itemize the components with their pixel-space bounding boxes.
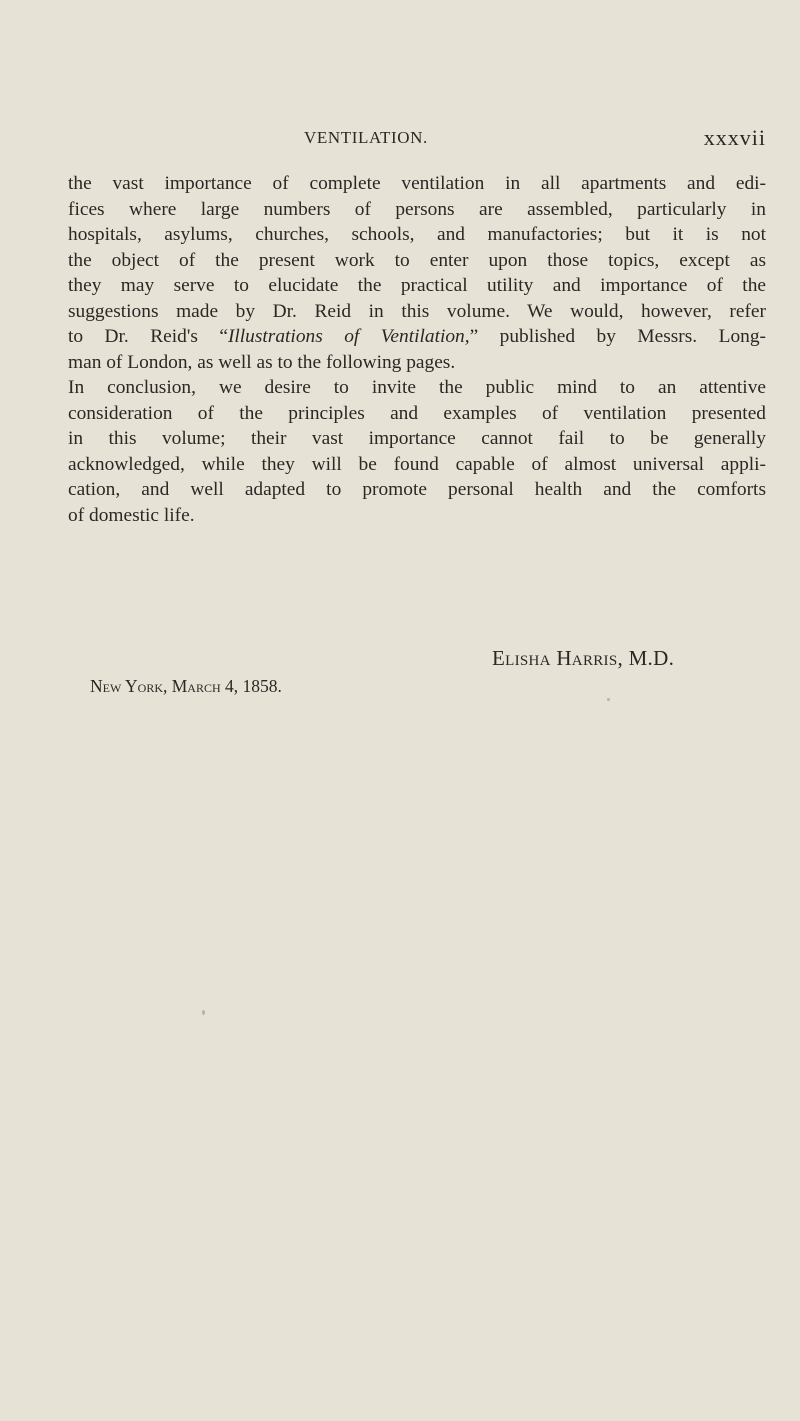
text-line: man of London, as well as to the following pages. (68, 351, 456, 373)
text-line: consideration of the principles and examples of ventilation presented (68, 402, 766, 424)
text-line: the vast importance of complete ventilation in all apartments and edi- (68, 173, 766, 194)
paragraph-2 (68, 375, 766, 528)
text-line: In conclusion, we desire to invite the public mind to an attentive (68, 377, 766, 398)
text-line: acknowledged, while they will be found capable of almost universal appli- (68, 453, 766, 475)
text-segment: ” published by Messrs. Long- (469, 326, 766, 347)
dateline: New York, March 4, 1858. (90, 676, 282, 696)
text-line: fices where large numbers of persons are assembled, particularly in (68, 198, 766, 220)
text-line: hospitals, asylums, churches, schools, and manufactories; but it is not (68, 224, 766, 245)
text-line-with-title (68, 324, 766, 350)
page-number: xxxvii (703, 125, 766, 150)
text-line: they may serve to elucidate the practical utility and importance of the (68, 275, 766, 296)
text-segment: to Dr. Reid's “ (68, 326, 228, 347)
body-text (68, 171, 766, 528)
book-title-italic: Illustrations of Ventilation, (227, 326, 470, 347)
author-signature: Elisha Harris, M.D. (492, 646, 675, 670)
text-line: in this volume; their vast importance cannot fail to be generally (68, 428, 766, 449)
paper-speck (607, 698, 610, 701)
text-line: cation, and well adapted to promote personal health and the comforts (68, 479, 766, 500)
text-line: suggestions made by Dr. Reid in this volume. We would, however, refer (68, 300, 766, 322)
running-head (90, 125, 766, 158)
paper-speck (202, 1010, 205, 1015)
running-title: VENTILATION. (304, 128, 428, 147)
text-line: of domestic life. (68, 504, 195, 526)
paragraph-1 (68, 171, 766, 375)
text-line: the object of the present work to enter upon those topics, except as (68, 249, 766, 271)
